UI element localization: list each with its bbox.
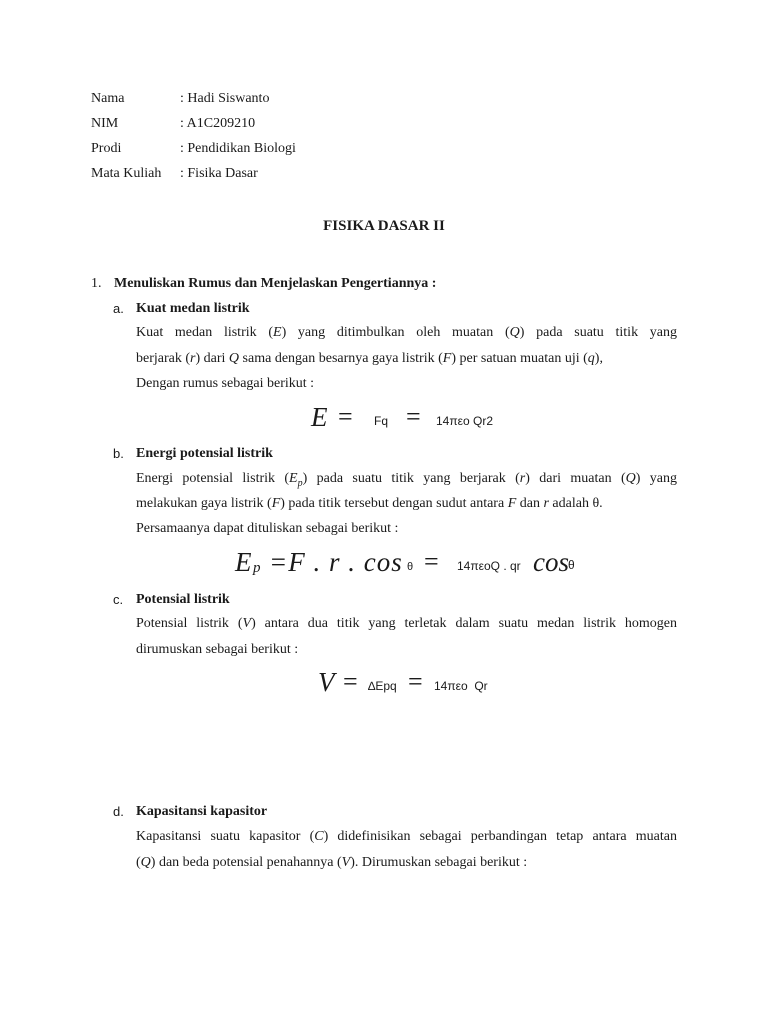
value-nim: : A1C209210 <box>180 116 256 131</box>
item-d-line-2: (Q) dan beda potensial penahannya (V). Dirumuskan sebagai berikut : <box>136 855 528 870</box>
item-c-marker: c. <box>113 592 124 607</box>
item-c-line-2: dirumuskan sebagai berikut : <box>136 642 299 657</box>
value-prodi: : Pendidikan Biologi <box>180 141 296 156</box>
item-a-heading: Kuat medan listrik <box>136 301 250 316</box>
item-b-line-2: melakukan gaya listrik (F) pada titik tersebut dengan sudut antara F dan r adalah θ. <box>136 496 603 511</box>
item-c-heading: Potensial listrik <box>136 592 230 607</box>
label-nim: NIM <box>91 116 119 131</box>
section-number: 1. <box>91 276 102 291</box>
section-heading: Menuliskan Rumus dan Menjelaskan Pengertiannya : <box>114 276 437 291</box>
item-d-line-1: Kapasitansi suatu kapasitor (C) didefinisikan sebagai perbandingan tetap antara muatan <box>136 829 677 844</box>
label-nama: Nama <box>91 91 125 106</box>
item-a-line-1: Kuat medan listrik (E) yang ditimbulkan oleh muatan (Q) pada suatu titik yang <box>136 325 677 340</box>
value-nama: : Hadi Siswanto <box>180 91 270 106</box>
item-b-line-3: Persamaanya dapat dituliskan sebagai berikut : <box>136 521 399 536</box>
label-prodi: Prodi <box>91 141 122 156</box>
item-b-line-1: Energi potensial listrik $(E_p)$ pada suatu titik yang berjarak (r) dari muatan (Q) yang <box>136 471 677 489</box>
item-b-heading: Energi potensial listrik <box>136 446 273 461</box>
page-title: FISIKA DASAR II <box>323 218 445 234</box>
item-d-heading: Kapasitansi kapasitor <box>136 804 268 819</box>
item-c-line-1: Potensial listrik (V) antara dua titik yang terletak dalam suatu medan listrik homogen <box>136 616 677 631</box>
item-a-line-2: berjarak (r) dari Q sama dengan besarnya gaya listrik (F) per satuan muatan uji (q), <box>136 351 603 366</box>
item-a-line-3: Dengan rumus sebagai berikut : <box>136 376 315 391</box>
value-mata-kuliah: : Fisika Dasar <box>180 166 258 181</box>
item-b-marker: b. <box>113 446 124 461</box>
item-d-marker: d. <box>113 804 124 819</box>
label-mata-kuliah: Mata Kuliah <box>91 166 162 181</box>
item-a-marker: a. <box>113 301 124 316</box>
